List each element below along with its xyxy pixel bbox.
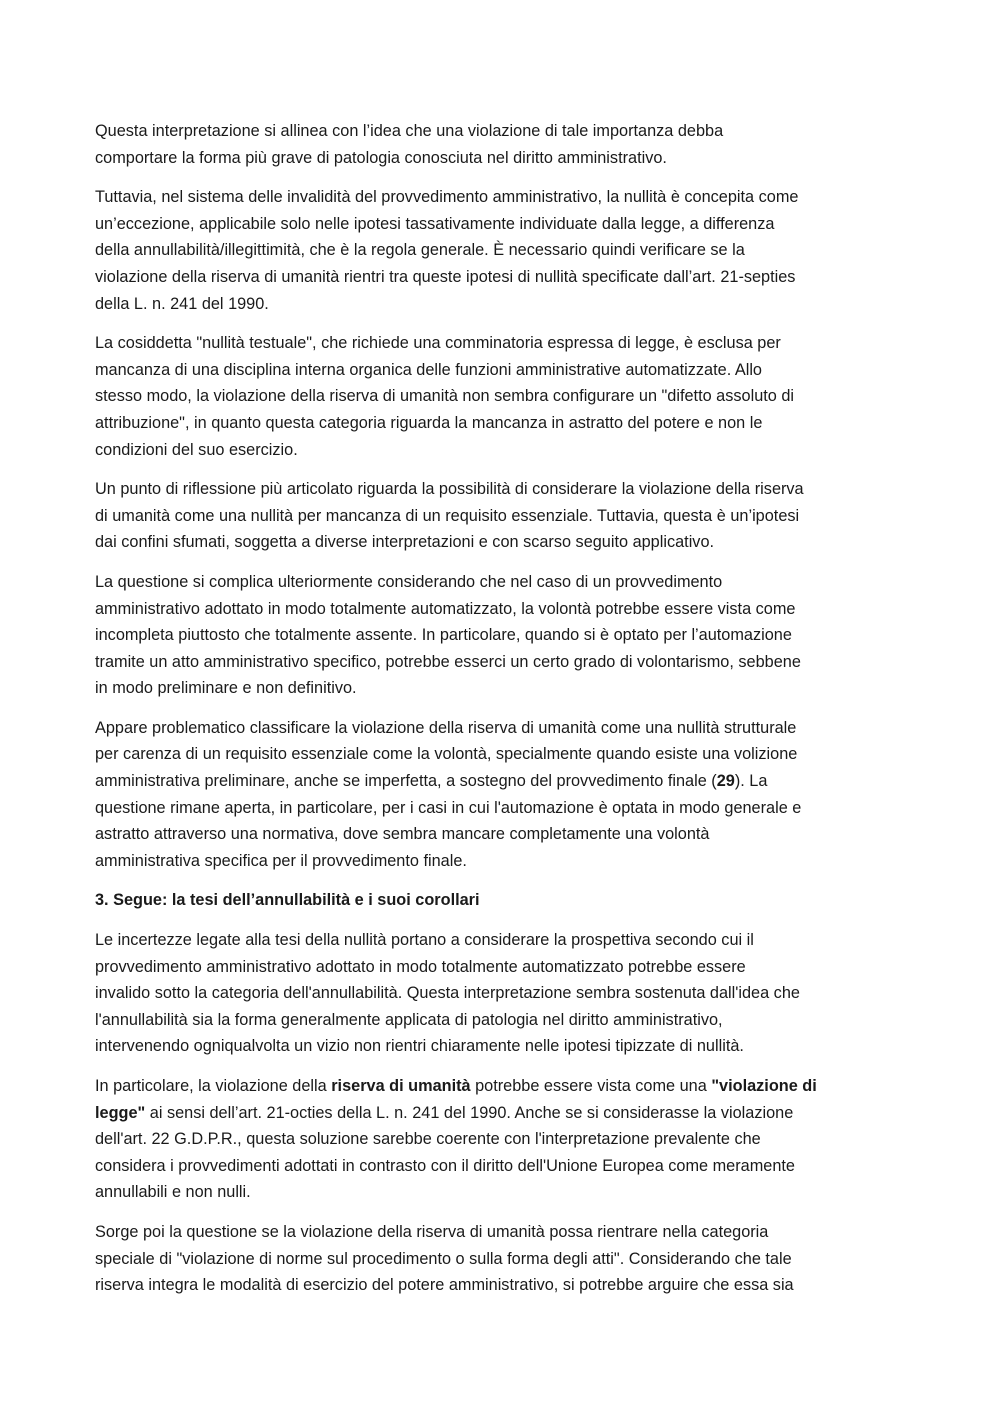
text-line: invalido sotto la categoria dell'annullabilità. Questa interpretazione sembra sostenuta dall'idea che	[95, 984, 800, 1003]
text-fragment: potrebbe essere vista come una	[470, 1077, 712, 1095]
text-line: della annullabilità/illegittimità, che è la regola generale. È necessario quindi verificare se la	[95, 241, 745, 260]
footnote-reference[interactable]: 29	[716, 772, 735, 791]
text-line: Sorge poi la questione se la violazione della riserva di umanità possa rientrare nella categoria	[95, 1222, 769, 1241]
text-line: condizioni del suo esercizio.	[95, 440, 298, 459]
text-line: amministrativa specifica per il provvedimento finale.	[95, 851, 467, 870]
text-line: attribuzione", in quanto questa categoria riguarda la mancanza in astratto del potere e non le	[95, 413, 763, 432]
text-line: della L. n. 241 del 1990.	[95, 294, 269, 313]
paragraph-1	[95, 118, 910, 171]
paragraph-2	[95, 184, 910, 317]
text-line: La cosiddetta "nullità testuale", che richiede una comminatoria espressa di legge, è esclusa per	[95, 334, 781, 353]
text-line-rich	[95, 1073, 910, 1100]
text-line: in modo preliminare e non definitivo.	[95, 679, 357, 698]
text-line: questione rimane aperta, in particolare, per i casi in cui l'automazione è optata in modo generale e	[95, 798, 802, 817]
text-line: Un punto di riflessione più articolato riguarda la possibilità di considerare la violazione della riserva	[95, 480, 804, 499]
text-line: provvedimento amministrativo adottato in modo totalmente automatizzato potrebbe essere	[95, 957, 746, 976]
text-line: annullabili e non nulli.	[95, 1183, 251, 1202]
text-fragment: In particolare, la violazione della	[95, 1077, 332, 1095]
paragraph-9	[95, 1219, 910, 1299]
paragraph-4	[95, 476, 910, 556]
text-line: La questione si complica ulteriormente considerando che nel caso di un provvedimento	[95, 572, 723, 591]
text-line: intervenendo ogniqualvolta un vizio non rientri chiaramente nelle ipotesi tipizzate di nullità.	[95, 1037, 744, 1056]
text-line: l'annullabilità sia la forma generalmente applicata di patologia nel diritto amministrativo,	[95, 1010, 723, 1029]
section-heading: 3. Segue: la tesi dell’annullabilità e i suoi corollari	[95, 891, 480, 910]
text-line: considera i provvedimenti adottati in contrasto con il diritto dell'Unione Europea come meramente	[95, 1156, 795, 1175]
text-line: riserva integra le modalità di esercizio del potere amministrativo, si potrebbe arguire che essa sia	[95, 1276, 794, 1295]
text-line: stesso modo, la violazione della riserva di umanità non sembra configurare un "difetto assoluto di	[95, 387, 795, 406]
text-line: Questa interpretazione si allinea con l’idea che una violazione di tale importanza debba	[95, 122, 724, 140]
text-line: Le incertezze legate alla tesi della nullità portano a considerare la prospettiva secondo cui il	[95, 931, 754, 950]
paragraph-7	[95, 927, 910, 1060]
bold-term: "violazione di	[711, 1077, 817, 1095]
text-line: per carenza di un requisito essenziale come la volontà, specialmente quando esiste una volizione	[95, 745, 798, 764]
paragraph-8	[95, 1073, 910, 1206]
text-line: comportare la forma più grave di patologia conosciuta nel diritto amministrativo.	[95, 148, 667, 167]
text-line: speciale di "violazione di norme sul procedimento o sulla forma degli atti". Considerando che tale	[95, 1249, 792, 1268]
text-line-rich	[95, 1100, 910, 1127]
text-line: Tuttavia, nel sistema delle invalidità del provvedimento amministrativo, la nullità è concepita come	[95, 188, 799, 207]
text-fragment: ). La	[734, 772, 768, 791]
bold-term: riserva di umanità	[331, 1077, 471, 1095]
paragraph-5	[95, 569, 910, 702]
paragraph-3	[95, 330, 910, 463]
text-line: Appare problematico classificare la violazione della riserva di umanità come una nullità strutturale	[95, 718, 797, 737]
text-line: dai confini sfumati, soggetta a diverse interpretazioni e con scarso seguito applicativo.	[95, 533, 715, 552]
text-line: astratto attraverso una normativa, dove sembra mancare completamente una volontà	[95, 825, 710, 844]
bold-term: legge"	[95, 1103, 146, 1122]
paragraph-6	[95, 715, 910, 875]
text-line: un’eccezione, applicabile solo nelle ipotesi tassativamente individuate dalla legge, a differenza	[95, 214, 775, 233]
document-page	[95, 118, 910, 1312]
text-fragment: ai sensi dell’art. 21-octies della L. n. 241 del 1990. Anche se si considerasse la violazione	[145, 1103, 794, 1122]
text-line: dell'art. 22 G.D.P.R., questa soluzione sarebbe coerente con l'interpretazione prevalente che	[95, 1130, 761, 1149]
text-line: incompleta piuttosto che totalmente assente. In particolare, quando si è optato per l’automazione	[95, 626, 792, 645]
text-line: di umanità come una nullità per mancanza di un requisito essenziale. Tuttavia, questa è un’ipotesi	[95, 506, 800, 525]
text-line-with-note	[95, 768, 910, 795]
text-fragment: amministrativa preliminare, anche se imperfetta, a sostegno del provvedimento finale (	[95, 772, 717, 791]
text-line: amministrativo adottato in modo totalmente automatizzato, la volontà potrebbe essere vista come	[95, 599, 796, 618]
text-line: tramite un atto amministrativo specifico, potrebbe esserci un certo grado di volontarismo, sebbene	[95, 652, 801, 671]
text-line: mancanza di una disciplina interna organica delle funzioni amministrative automatizzate. Allo	[95, 360, 762, 379]
text-line: violazione della riserva di umanità rientri tra queste ipotesi di nullità specificate dall’art. 21-septies	[95, 267, 796, 286]
